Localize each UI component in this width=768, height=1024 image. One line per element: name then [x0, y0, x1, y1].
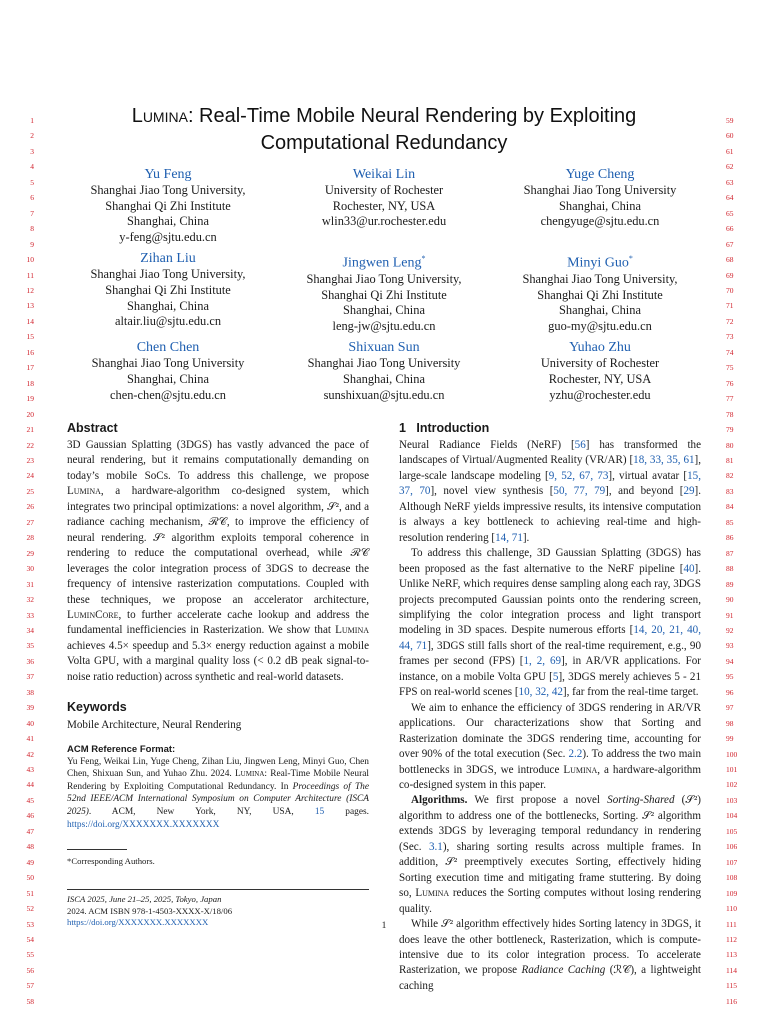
author-affiliation-line: Rochester, NY, USA [332, 198, 436, 213]
author-affiliation-line: Shanghai, China [127, 214, 209, 229]
line-number: 5 [30, 177, 34, 187]
line-number: 99 [726, 734, 734, 744]
line-number: 92 [726, 625, 734, 635]
intro-paragraph-4: Algorithms. We first propose a novel Sorting-Shared (𝒮²) algorithm to address one of the bottlenecks, Sorting. 𝒮² algorithm extends 3DGS by leveraging temporal redundancy in rendering (Sec. 3.1), sharing sorting results across multiple frames. In addition, 𝒮² preemptively executes Sorting, effectively hiding Sorting execution time and mitigating frame stuttering. By doing so, Lumina reduces the Sorting computes without losing rendering quality. [399, 794, 702, 915]
line-number: 65 [726, 208, 734, 218]
copyright-block [67, 894, 369, 929]
line-number: 73 [726, 332, 734, 342]
line-number: 43 [26, 765, 34, 775]
line-number: 101 [726, 765, 738, 775]
author-affiliation-line: chengyuge@sjtu.edu.cn [540, 214, 660, 229]
intro-paragraph-2: To address this challenge, 3D Gaussian Splatting (3DGS) has been proposed as the fast alternative to the NeRF pipeline [40]. Unlike NeRF, which requires dense sampling along each ray, 3DGS projects precomputed Gaussian points onto the rendering screen, simplifying the color integration process and light transport modeling in 3D spaces. Despite numerous efforts [14, 20, 21, 40, 44, 71], 3DGS still falls short of the real-time requirement, e.g., 90 frames per second (FPS) [1, 2, 69], in AR/VR applications. For instance, on a mobile Volta GPU [5], 3DGS merely achieves 5 - 21 FPS on real-world scenes [10, 32, 42], far from the real-time target. [399, 547, 702, 699]
line-number: 75 [726, 363, 734, 373]
line-number: 87 [726, 548, 734, 558]
line-number: 6 [30, 193, 34, 203]
right-column [399, 420, 701, 994]
line-number: 88 [726, 564, 734, 574]
abstract-text: 3D Gaussian Splatting (3DGS) has vastly advanced the pace of neural rendering, but it remains computationally demanding on today’s mobile SoCs. To address this challenge, we propose Lumina, a hardware-algorithm co-designed system, which integrates two principal optimizations: a novel algorithm, 𝒮², and a radiance caching mechanism, ℛ𝒞, to improve the efficiency of neural rendering. 𝒮² algorithm exploits temporal coherence in rendering to reduce the computational overhead, while ℛ𝒞 leverages the color integration process of 3DGS to decrease the frequency of intensive rasterization computations. Coupled with these techniques, we propose an accelerator architecture, LuminCore, to further accelerate cache lookup and address the fundamental inefficiencies in Rasterization. We show that Lumina achieves 4.5× speedup and 5.3× energy reduction against a mobile Volta GPU, with a marginal quality loss (< 0.2 dB peak signal-to-noise ratio reduction) across synthetic and real-world datasets. [67, 439, 369, 683]
line-number: 71 [726, 301, 734, 311]
abstract-heading: Abstract [67, 421, 118, 435]
author-affiliation-line: Shanghai Qi Zhi Institute [105, 198, 231, 213]
line-number: 17 [26, 363, 34, 373]
author-card [276, 339, 492, 403]
line-number: 55 [26, 950, 34, 960]
line-number: 113 [726, 950, 737, 960]
line-number: 3 [30, 146, 34, 156]
line-number: 27 [26, 517, 34, 527]
line-number: 40 [26, 718, 34, 728]
author-affiliation-line: Shanghai Jiao Tong University, [522, 272, 678, 287]
corresponding-author-mark: * [421, 254, 426, 264]
author-name[interactable]: Yuhao Zhu [569, 340, 631, 356]
line-number: 79 [726, 425, 734, 435]
line-number: 108 [726, 873, 738, 883]
author-affiliation-line: Shanghai Jiao Tong University, [306, 272, 462, 287]
author-affiliation-line: leng-jw@sjtu.edu.cn [332, 318, 436, 333]
line-numbers-right [726, 113, 746, 1009]
line-number: 81 [726, 455, 734, 465]
copyright-rule [67, 889, 369, 890]
left-column [67, 420, 369, 929]
line-number: 116 [726, 996, 737, 1006]
author-affiliation-line: Shanghai Qi Zhi Institute [321, 287, 447, 302]
author-affiliation-line: chen-chen@sjtu.edu.cn [110, 387, 226, 402]
title-system-name: Lumina [131, 105, 188, 127]
line-number: 114 [726, 965, 737, 975]
author-affiliation-line: Shanghai Jiao Tong University [91, 356, 245, 371]
line-number: 82 [726, 471, 734, 481]
author-affiliation-line: Shanghai, China [559, 303, 641, 318]
line-number: 38 [26, 687, 34, 697]
keywords-text: Mobile Architecture, Neural Rendering [67, 719, 242, 732]
line-number: 18 [26, 378, 34, 388]
paper-title [60, 103, 708, 157]
author-name[interactable]: Chen Chen [136, 340, 200, 356]
author-name[interactable]: Jingwen Leng* [342, 254, 426, 272]
line-number: 68 [726, 255, 734, 265]
line-number: 83 [726, 486, 734, 496]
line-number: 97 [726, 703, 734, 713]
acm-reference-text: Yu Feng, Weikai Lin, Yuge Cheng, Zihan Liu, Jingwen Leng, Minyi Guo, Chen Chen, Shixuan Sun, and Yuhao Zhu. 2024. Lumina: Real-Time Mobile Neural Rendering by Exploiting Computational Redundancy. In Proceedings of The 52nd IEEE/ACM International Symposium on Computer Architecture (ISCA 2025). ACM, New York, NY, USA, 15 pages. https://doi.org/XXXXXXX.XXXXXXX [67, 756, 370, 830]
line-number: 102 [726, 780, 738, 790]
copyright-doi-link[interactable]: https://doi.org/XXXXXXX.XXXXXXX [67, 917, 209, 928]
author-card [492, 250, 708, 334]
author-affiliation-line: sunshixuan@sjtu.edu.cn [323, 387, 445, 402]
line-number: 19 [26, 394, 34, 404]
author-block [60, 166, 708, 403]
line-number: 76 [726, 378, 734, 388]
line-numbers-left [14, 113, 34, 1009]
line-number: 46 [26, 811, 34, 821]
line-number: 54 [26, 935, 34, 945]
line-number: 67 [726, 239, 734, 249]
author-name[interactable]: Shixuan Sun [348, 340, 420, 356]
line-number: 98 [726, 718, 734, 728]
line-number: 28 [26, 533, 34, 543]
line-number: 74 [726, 347, 734, 357]
author-affiliation-line: University of Rochester [540, 356, 660, 371]
author-name[interactable]: Weikai Lin [352, 167, 416, 182]
line-number: 49 [26, 857, 34, 867]
line-number: 70 [726, 285, 734, 295]
author-name[interactable]: Yu Feng [144, 167, 192, 182]
line-number: 103 [726, 795, 738, 805]
line-number: 95 [726, 672, 734, 682]
line-number: 110 [726, 904, 737, 914]
line-number: 86 [726, 533, 734, 543]
line-number: 77 [726, 394, 734, 404]
line-number: 105 [726, 826, 738, 836]
title-line2: Computational Redundancy [260, 132, 508, 154]
line-number: 52 [26, 904, 34, 914]
author-affiliation-line: Rochester, NY, USA [548, 372, 652, 386]
line-number: 31 [26, 579, 34, 589]
line-number: 20 [26, 409, 34, 419]
line-number: 33 [26, 610, 34, 620]
line-number: 90 [726, 595, 734, 605]
line-number: 50 [26, 873, 34, 883]
line-number: 47 [26, 826, 34, 836]
title-line1: : Real-Time Mobile Neural Rendering by Exploiting [187, 105, 637, 127]
line-number: 9 [30, 239, 34, 249]
line-number: 62 [726, 162, 734, 172]
line-number: 34 [26, 625, 34, 635]
author-card [60, 166, 276, 245]
line-number: 61 [726, 146, 734, 156]
line-number: 32 [26, 595, 34, 605]
author-name[interactable]: Yuge Cheng [565, 167, 635, 182]
line-number: 72 [726, 316, 734, 326]
line-number: 58 [26, 996, 34, 1006]
line-number: 22 [26, 440, 34, 450]
line-number: 36 [26, 656, 34, 666]
author-affiliation-line: altair.liu@sjtu.edu.cn [114, 314, 222, 329]
line-number: 104 [726, 811, 738, 821]
author-affiliation-line: Shanghai, China [343, 372, 425, 386]
line-number: 57 [26, 981, 34, 991]
line-number: 41 [26, 734, 34, 744]
line-number: 35 [26, 641, 34, 651]
line-number: 64 [726, 193, 734, 203]
line-number: 48 [26, 842, 34, 852]
line-number: 69 [726, 270, 734, 280]
author-affiliation-line: Shanghai Jiao Tong University [523, 183, 677, 197]
introduction-heading: 1 Introduction [399, 421, 490, 435]
author-affiliation-line: University of Rochester [324, 183, 444, 197]
author-affiliation-line: wlin33@ur.rochester.edu [321, 214, 447, 229]
line-number: 39 [26, 703, 34, 713]
line-number: 84 [726, 502, 734, 512]
line-number: 112 [726, 935, 737, 945]
line-number: 15 [26, 332, 34, 342]
line-number: 4 [30, 162, 34, 172]
isbn-line: 2024. ACM ISBN 978-1-4503-XXXX-X/18/06 [67, 905, 233, 916]
line-number: 42 [26, 749, 34, 759]
line-number: 106 [726, 842, 738, 852]
line-number: 115 [726, 981, 737, 991]
line-number: 63 [726, 177, 734, 187]
author-card [60, 339, 276, 403]
line-number: 25 [26, 486, 34, 496]
line-number: 2 [30, 131, 34, 141]
line-number: 85 [726, 517, 734, 527]
author-affiliation-line: guo-my@sjtu.edu.cn [548, 318, 652, 333]
line-number: 26 [26, 502, 34, 512]
author-affiliation-line: Shanghai, China [127, 372, 209, 386]
line-number: 45 [26, 795, 34, 805]
line-number: 66 [726, 224, 734, 234]
author-affiliation-line: Shanghai Jiao Tong University, [90, 267, 246, 282]
author-card [60, 250, 276, 334]
footnote: *Corresponding Authors. [67, 856, 155, 867]
pages-link[interactable]: 15 [314, 807, 325, 818]
line-number: 44 [26, 780, 34, 790]
line-number: 89 [726, 579, 734, 589]
author-affiliation-line: yzhu@rochester.edu [549, 387, 651, 402]
author-affiliation-line: Shanghai Qi Zhi Institute [105, 282, 231, 297]
line-number: 29 [26, 548, 34, 558]
line-number: 11 [26, 270, 34, 280]
author-card [276, 250, 492, 334]
line-number: 93 [726, 641, 734, 651]
author-affiliation-line: Shanghai, China [559, 198, 641, 213]
author-affiliation-line: Shanghai Qi Zhi Institute [537, 287, 663, 302]
line-number: 59 [726, 116, 734, 125]
keywords-heading: Keywords [67, 700, 127, 715]
intro-paragraph-1: Neural Radiance Fields (NeRF) [56] has transformed the landscapes of Virtual/Augmented Reality (VR/AR) [18, 33, 35, 61], large-scale landscape modeling [9, 52, 67, 73], virtual avatar [15, 37, 70], novel view synthesis [50, 77, 79], and beyond [29]. Although NeRF yields impressive results, its intensive computation is always a key bottleneck to achieving real-time and high-resolution rendering [14, 71]. [399, 439, 702, 544]
author-affiliation-line: Shanghai Jiao Tong University [307, 356, 461, 371]
intro-paragraph-3: We aim to enhance the efficiency of 3DGS rendering in AR/VR applications. Our characterizations show that Sorting and Rasterization dominate the 3DGS rendering time, accounting for over 90% of the total execution (Sec. 2.2). To address the two main bottlenecks in 3DGS, we introduce Lumina, a hardware-algorithm co-designed system in this paper. [399, 701, 701, 791]
line-number: 37 [26, 672, 34, 682]
author-affiliation-line: Shanghai Jiao Tong University, [90, 183, 246, 197]
line-number: 10 [26, 255, 34, 265]
line-number: 96 [726, 687, 734, 697]
author-name[interactable]: Zihan Liu [140, 251, 196, 267]
line-number: 23 [26, 455, 34, 465]
line-number: 1 [30, 116, 34, 125]
author-name[interactable]: Minyi Guo* [567, 254, 633, 272]
line-number: 13 [26, 301, 34, 311]
line-number: 12 [26, 285, 34, 295]
line-number: 60 [726, 131, 734, 141]
line-number: 111 [726, 919, 737, 929]
line-number: 56 [26, 965, 34, 975]
line-number: 94 [726, 656, 734, 666]
line-number: 14 [26, 316, 34, 326]
conference-line: ISCA 2025, June 21–25, 2025, Tokyo, Japan [67, 894, 222, 905]
author-card [276, 166, 492, 245]
intro-paragraph-5: While 𝒮² algorithm effectively hides Sorting latency in 3DGS, it does leave the other bottleneck, Rasterization, which is compute-intensive due to its color integration process. To accelerate Rasterization, we propose Radiance Caching (ℛ𝒞), a lightweight caching [399, 918, 701, 992]
line-number: 80 [726, 440, 734, 450]
footnote-rule [67, 849, 127, 850]
page-number: 1 [381, 921, 387, 931]
acm-reference-heading: ACM Reference Format: [67, 743, 176, 755]
line-number: 51 [26, 888, 34, 898]
line-number: 109 [726, 888, 738, 898]
acm-doi-link[interactable]: https://doi.org/XXXXXXX.XXXXXXX [67, 819, 220, 830]
line-number: 7 [30, 208, 34, 218]
author-card [492, 339, 708, 403]
corresponding-author-mark: * [628, 254, 633, 264]
author-affiliation-line: Shanghai, China [343, 303, 425, 318]
line-number: 53 [26, 919, 34, 929]
line-number: 100 [726, 749, 738, 759]
line-number: 24 [26, 471, 34, 481]
author-card [492, 166, 708, 245]
author-affiliation-line: y-feng@sjtu.edu.cn [119, 229, 217, 244]
line-number: 21 [26, 425, 34, 435]
author-affiliation-line: Shanghai, China [127, 298, 209, 313]
line-number: 107 [726, 857, 738, 867]
line-number: 91 [726, 610, 734, 620]
line-number: 30 [26, 564, 34, 574]
line-number: 78 [726, 409, 734, 419]
line-number: 8 [30, 224, 34, 234]
line-number: 16 [26, 347, 34, 357]
